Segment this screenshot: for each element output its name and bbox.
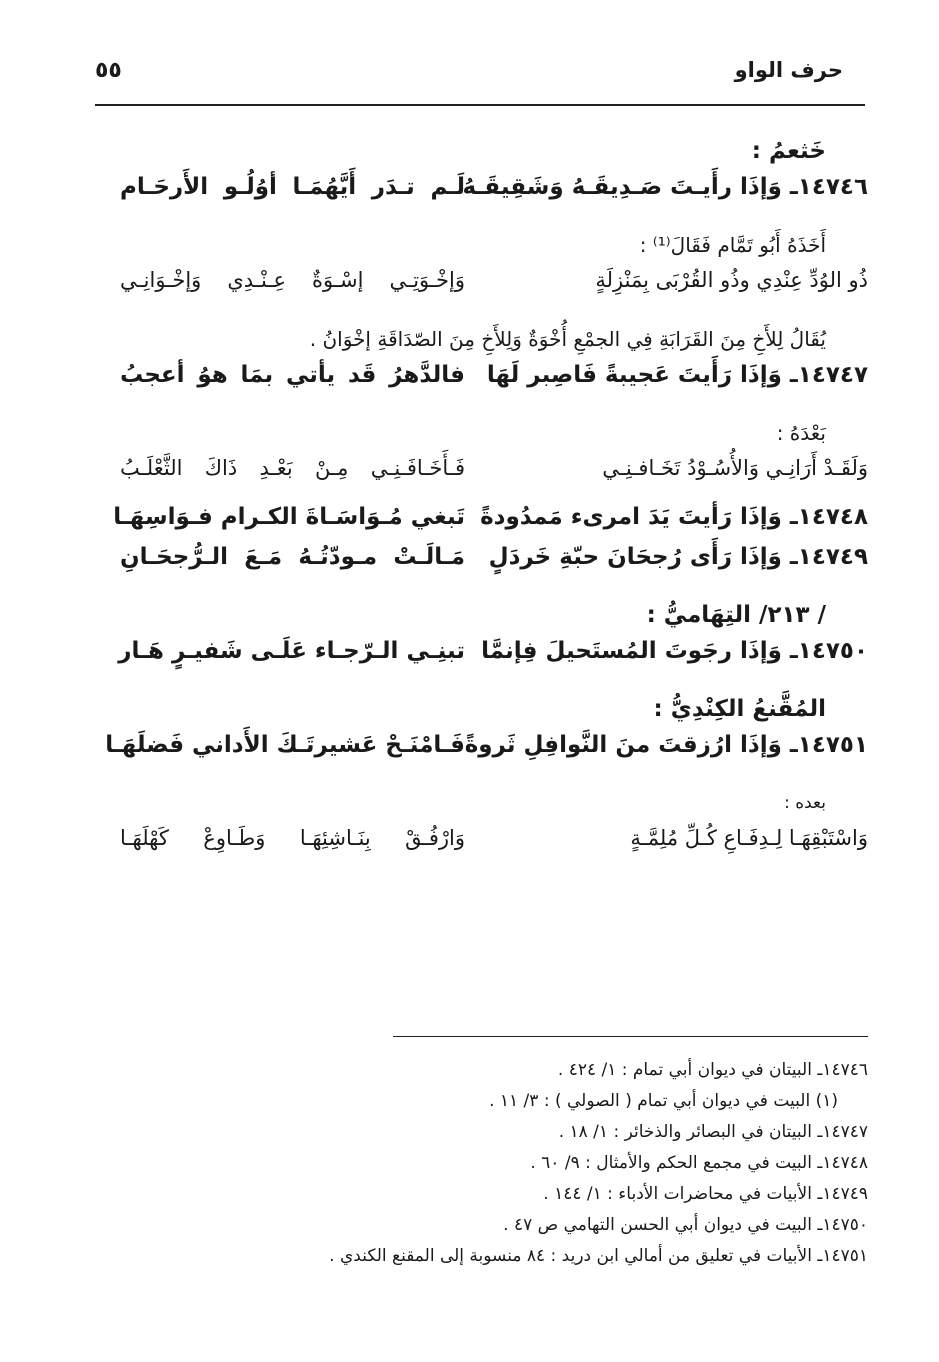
verse-first-hemistich: وَلَقَـدْ أَرَانِـي وَالأُسُـوْدُ تَخَـافـنِـي [602,456,868,480]
commentary: يُقَالُ لِلأَخِ مِنَ القَرَابَةِ فِي الجمْعِ أُخْوَةٌ وَلِلأَخِ مِنَ الصّدَاقَةِ إخْوَانُ . [309,327,826,351]
verse-second-hemistich: مَـالَـتْ مـودّتُـهُ مَـعَ الـرُّجحَـانِ [120,544,465,570]
footnote: ١٤٧٤٨ـ البيت في مجمع الحكم والأمثال : ٩/ ٦٠ . [530,1153,868,1173]
verse-line [120,268,868,316]
verse-second-hemistich: وَإخْـوَتِـي إسْـوَةٌ عِـنْـدِي وَإخْـوَانِـي [120,268,465,292]
verse-line [120,826,868,874]
verse-second-hemistich: لَـم تـدَر أَيَّهُمَـا أوُلُـو الأَرحَـام [120,174,465,200]
page-number: ٥٥ [95,58,122,83]
verse-second-hemistich: تَبغي مُـوَاسَـاةَ الكـرام فـوَاسِهَـا [113,504,465,530]
verse-line [113,504,868,544]
verse-line [120,362,868,410]
footnote: ١٤٧٥١ـ الأبيات في تعليق من أمالي ابن دريد : ٨٤ منسوبة إلى المقنع الكندي . [329,1246,868,1266]
footnote: ١٤٧٤٩ـ الأبيات في محاضرات الأدباء : ١/ ١٤٤ . [543,1184,868,1204]
section-heading: المُقَّنعُ الكِنْدِيُّ : [653,696,826,722]
footnote: (١) البيت في ديوان أبي تمام ( الصولي ) : ٣/ ١١ . [489,1091,838,1111]
verse-line [120,638,868,686]
header-rule [95,104,865,106]
verse-first-hemistich: ١٤٧٥١ـ وَإذَا ارُزقتَ منَ النَّوافِلِ ثَروةً [464,732,868,758]
verse-first-hemistich: ١٤٧٤٩ـ وَإذَا رَأَى رُجحَانَ حبّةِ خَردَلٍ [488,544,868,570]
verse-first-hemistich: ١٤٧٤٦ـ وَإذَا رأَيـتَ صَـدِيقَـهُ وَشَقِيقَـهُ [462,174,868,200]
verse-line [120,174,868,222]
verse-first-hemistich: ١٤٧٤٨ـ وَإذَا رَأيتَ يَدَ امرىء مَمدُودةً [480,504,868,530]
running-header [95,58,843,90]
verse-first-hemistich: ذُو الوُدِّ عِنْدِي وذُو القُرْبَى بِمَنْزِلَةٍ [595,268,868,292]
main-text [105,128,868,874]
verse-line [120,456,868,504]
section-heading: / ٢١٣/ التِهَاميُّ : [646,602,826,628]
commentary: بعده : [784,793,826,813]
verse-second-hemistich: فالدَّهرُ قَد يأتي بمَا هوُ أعجبُ [120,362,465,388]
verse-first-hemistich: ١٤٧٥٠ـ وَإذَا رجَوتَ المُستَحيلَ فِإنمَّا [481,638,868,664]
footnote: ١٤٧٤٧ـ البيتان في البصائر والذخائر : ١/ ١٨ . [558,1122,868,1142]
section-heading: خَثعمُ : [751,138,826,164]
verse-line [105,732,868,780]
footnote-rule [393,1036,868,1037]
verse-second-hemistich: فَـامْنَـحْ عَشيرتَـكَ الأَداني فَضلَهَـا [105,732,465,758]
verse-first-hemistich: وَاسْتَبْقِهَـا لِـدِفَـاعِ كُـلِّ مُلِمَّـةٍ [630,826,868,850]
commentary: أَخَذَهُ أَبُو تَمَّام فَقَالَ⁽¹⁾ : [639,233,826,257]
verse-first-hemistich: ١٤٧٤٧ـ وَإذَا رَأَيتَ عَجيبةً فَاصِبر لَهَا [486,362,868,388]
footnote: ١٤٧٤٦ـ البيتان في ديوان أبي تمام : ١/ ٤٢٤ . [557,1060,868,1080]
verse-line [120,544,868,592]
chapter-title: حرف الواو [734,58,843,82]
verse-second-hemistich: فَـأَخَـافَـنِـي مِـنْ بَعْـدِ ذَاكَ الثَّعْلَـبُ [120,456,465,480]
footnotes [120,1055,868,1272]
commentary: بَعْدَهُ : [776,421,826,445]
verse-second-hemistich: وَارْفُـقْ بِنَـاشِئِهَـا وَطَـاوِعْ كَهْلَهَـا [120,826,465,850]
footnote: ١٤٧٥٠ـ البيت في ديوان أبي الحسن التهامي ص ٤٧ . [503,1215,868,1235]
verse-second-hemistich: تبنِـي الـرّجـاء عَلَـى شَفيـرٍ هَـار [118,638,465,664]
